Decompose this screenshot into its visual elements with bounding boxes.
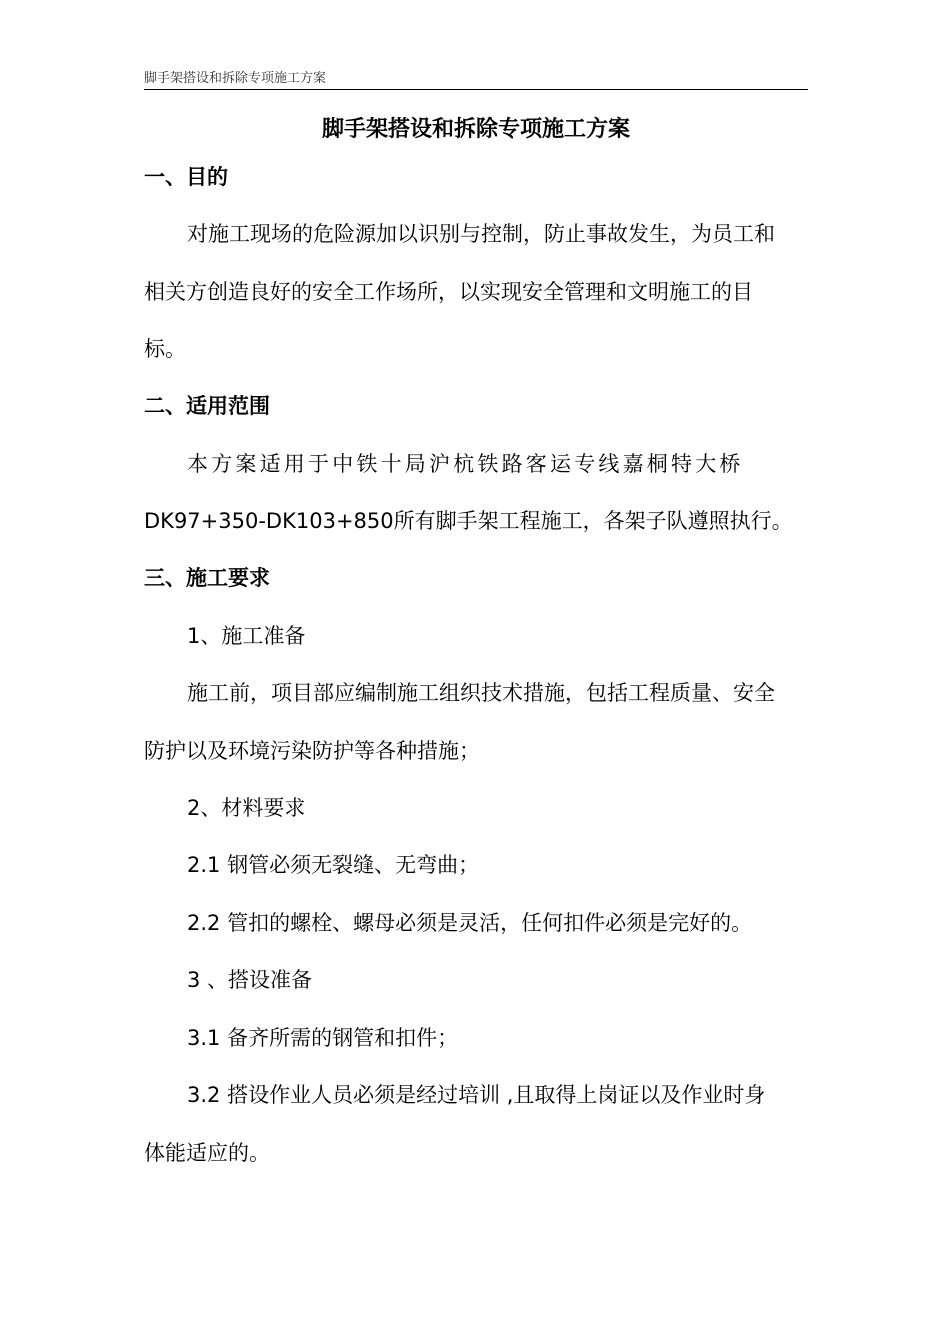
list-item: 3.2 搭设作业人员必须是经过培训 ,且取得上岗证以及作业时身: [187, 1083, 766, 1107]
paragraph-line: DK97+350-DK103+850所有脚手架工程施工，各架子队遵照执行。: [144, 509, 793, 533]
section-heading-scope: 二、适用范围: [144, 394, 270, 418]
section-heading-purpose: 一、目的: [144, 165, 228, 189]
paragraph-line: 体能适应的。: [144, 1141, 270, 1165]
paragraph-line: 本方案适用于中铁十局沪杭铁路客运专线嘉桐特大桥: [187, 452, 744, 476]
running-header: 脚手架搭设和拆除专项施工方案: [144, 70, 808, 90]
document-title: 脚手架搭设和拆除专项施工方案: [321, 117, 630, 142]
subheading-erection-prep: 3 、搭设准备: [187, 968, 313, 992]
paragraph-line: 防护以及环境污染防护等各种措施；: [144, 739, 480, 763]
list-item: 2.1 钢管必须无裂缝、无弯曲；: [187, 853, 480, 877]
paragraph-line: 标。: [144, 337, 186, 361]
subheading-materials: 2、材料要求: [187, 796, 306, 820]
subheading-preparation: 1、施工准备: [187, 624, 306, 648]
list-item: 3.1 备齐所需的钢管和扣件；: [187, 1026, 459, 1050]
paragraph-line: 施工前，项目部应编制施工组织技术措施，包括工程质量、安全: [187, 681, 775, 705]
paragraph-line: 相关方创造良好的安全工作场所，以实现安全管理和文明施工的目: [144, 280, 753, 304]
section-heading-requirements: 三、施工要求: [144, 566, 270, 590]
paragraph-line: 对施工现场的危险源加以识别与控制，防止事故发生，为员工和: [187, 222, 775, 246]
list-item: 2.2 管扣的螺栓、螺母必须是灵活，任何扣件必须是完好的。: [187, 911, 753, 935]
